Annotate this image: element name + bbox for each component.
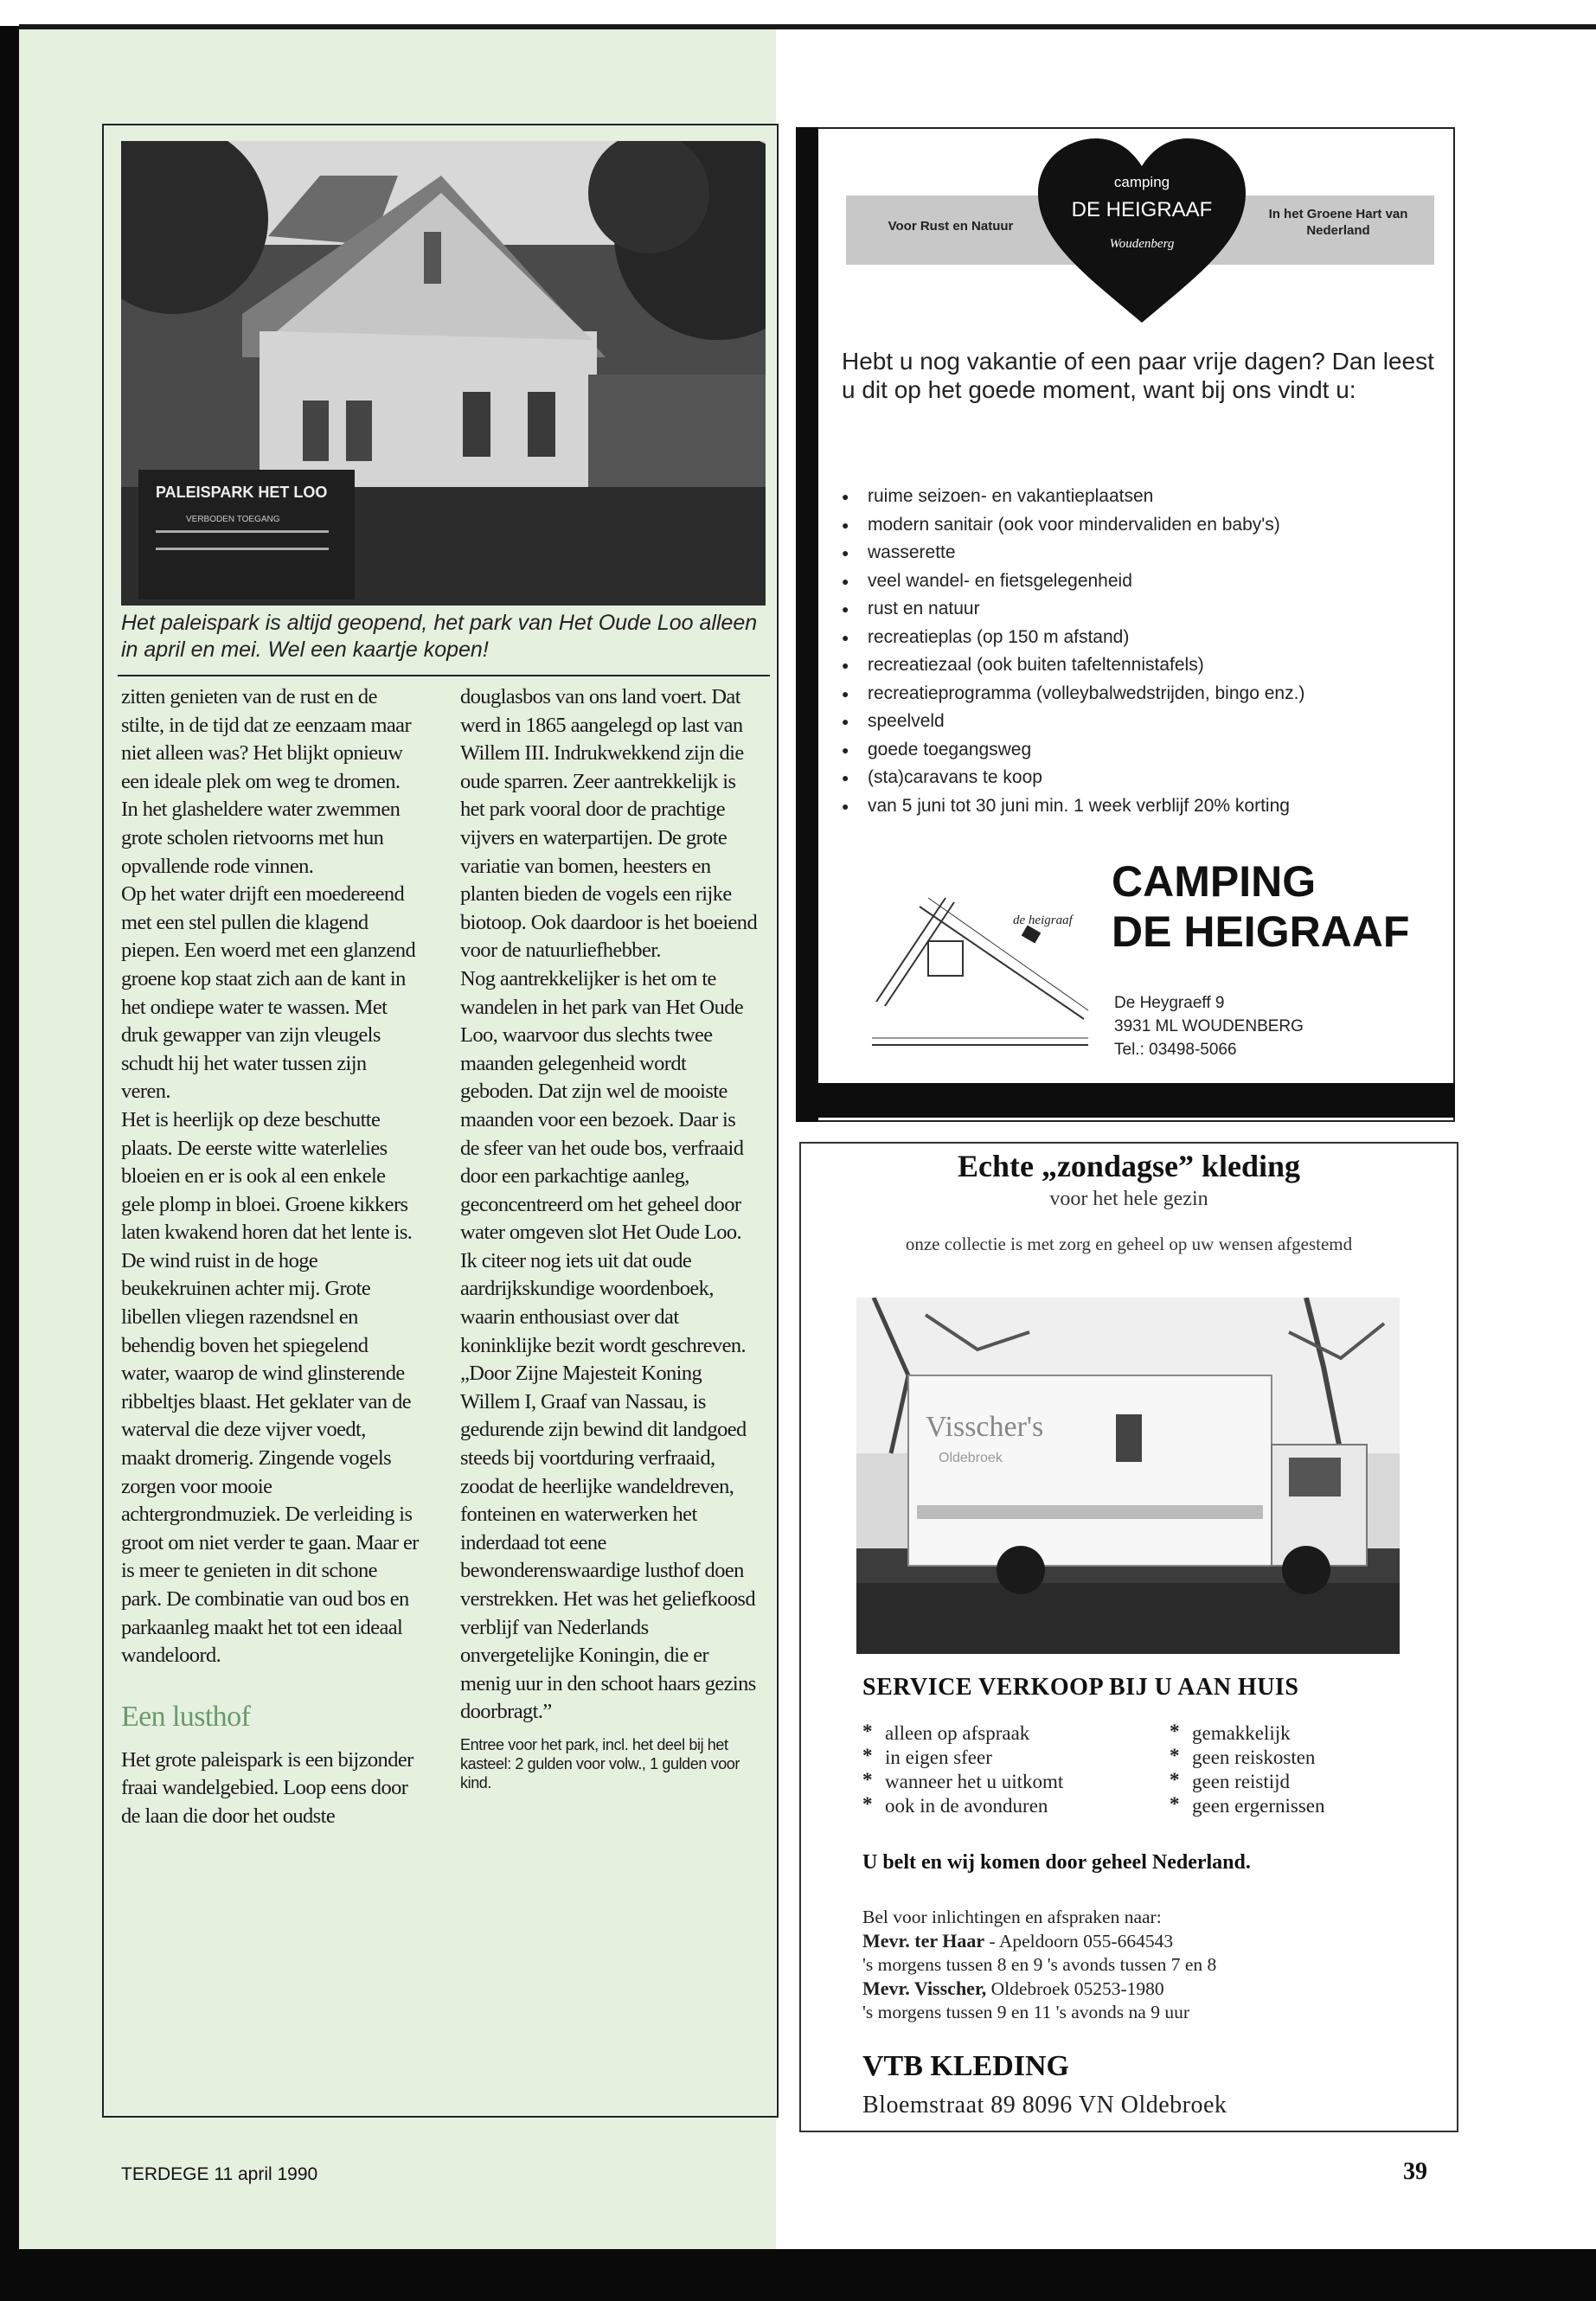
article-column-1 xyxy=(121,683,420,1831)
article-column-2 xyxy=(460,683,759,1792)
contact-2-hours: 's morgens tussen 9 en 11 's avonds na 9 uur xyxy=(862,2002,1189,2022)
map-label: de heigraaf xyxy=(1013,913,1073,927)
sign-text-1: PALEISPARK HET LOO xyxy=(156,484,328,501)
feature-item: ● wasserette xyxy=(842,539,1447,567)
clothing-intro: onze collectie is met zorg en geheel op uw wensen afgestemd xyxy=(905,1234,1353,1254)
article-paragraph: zitten genieten van de rust en de stilte, in de tijd dat ze eenzaam maar niet alleen was? Het blijkt opnieuw een ideale plek om weg te dromen. In het glasheldere water zwemmen grote scholen rietvoorns met hun opvallende rode vinnen. xyxy=(121,685,412,878)
feature-item: ● recreatieplas (op 150 m afstand) xyxy=(842,624,1447,652)
service-item: * in eigen sfeer xyxy=(862,1746,1157,1770)
banner-slogan-left: Voor Rust en Natuur xyxy=(888,219,1014,234)
article-paragraph: douglasbos van ons land voert. Dat werd in 1865 aangelegd op last van Willem III. Indrukwekkend zijn die oude sparren. Zeer aantrekkelijk is het park vooral door de prachtige vijvers en waterpartijen. De grote variatie van bomen, heesters en planten bieden de vogels een rijke biotoop. Ook daardoor is het boeiend voor de natuurliefhebber. xyxy=(460,685,758,963)
article-photo xyxy=(121,141,766,606)
ad-border-bar xyxy=(796,127,818,1122)
contact-2-name: Mevr. Visscher, xyxy=(862,1977,987,1999)
nationwide-note: U belt en wij komen door geheel Nederland. xyxy=(862,1851,1251,1874)
feature-item: ● speelveld xyxy=(842,708,1447,736)
heart-text-place: Woudenberg xyxy=(1109,237,1175,251)
feature-item: ● modern sanitair (ook voor mindervaliden en baby's) xyxy=(842,511,1447,540)
feature-item: ● van 5 juni tot 30 juni min. 1 week verblijf 20% korting xyxy=(842,792,1447,821)
contact-2 xyxy=(862,1977,1451,2001)
service-heading: SERVICE VERKOOP BIJ U AAN HUIS xyxy=(862,1674,1299,1701)
truck-photo xyxy=(856,1298,1400,1654)
service-item: * gemakkelijk xyxy=(1170,1721,1446,1746)
heart-logo xyxy=(1034,137,1250,327)
article-paragraph: Het grote paleispark is een bijzonder fraai wandelgebied. Loop eens door de laan die door het oudste xyxy=(121,1747,413,1828)
article-paragraph: Op het water drijft een moedereend met een stel pullen die klagend piepen. Een woerd met een glanzend groene kop staat zich aan de kant in het ondiepe water te wassen. Met druk gewapper van zijn vleugels schudt hij het water tussen zijn veren. xyxy=(121,882,416,1104)
service-item: * wanneer het u uitkomt xyxy=(862,1770,1157,1794)
camping-address xyxy=(1114,991,1426,1061)
photo-caption: Het paleispark is altijd geopend, het park van Het Oude Loo alleen in april en mei. Wel een kaartje kopen! xyxy=(121,611,758,662)
scan-edge-left xyxy=(0,26,19,2301)
clothing-title: Echte „zondagse” kleding xyxy=(957,1149,1301,1183)
service-item: * geen ergernissen xyxy=(1170,1794,1446,1818)
route-map xyxy=(868,889,1093,1054)
address-city: 3931 ML WOUDENBERG xyxy=(1114,1017,1304,1035)
publication-footer: TERDEGE 11 april 1990 xyxy=(121,2164,318,2184)
service-list-left xyxy=(862,1721,1157,1818)
company-address: Bloemstraat 89 8096 VN Oldebroek xyxy=(862,2092,1227,2118)
feature-item: ● (sta)caravans te koop xyxy=(842,764,1447,792)
scan-edge-bottom xyxy=(0,2249,1596,2301)
feature-item: ● goede toegangsweg xyxy=(842,736,1447,765)
heart-text-name: DE HEIGRAAF xyxy=(1071,198,1213,221)
camping-features xyxy=(842,483,1447,820)
article-paragraph: Nog aantrekkelijker is het om te wandelen in het park van Het Oude Loo, waarvoor dus slechts twee maanden gelegenheid wordt geboden. Dat zijn wel de mooiste maanden voor een bezoek. Daar is de sfeer van het oude bos, verfraaid door een parkachtige aanleg, geconcentreerd om het geheel door water omgeven slot Het Oude Loo. Ik citeer nog iets uit dat oude aardrijkskundige woordenboek, waarin enthousiast over dat koninklijke bezit wordt geschreven. xyxy=(460,966,747,1357)
truck-sublettering: Oldebroek xyxy=(939,1451,1003,1465)
service-item: * ook in de avonduren xyxy=(862,1794,1157,1818)
article-subheading: Een lusthof xyxy=(121,1700,251,1733)
contact-1-name: Mevr. ter Haar xyxy=(862,1930,985,1952)
clothing-subtitle: voor het hele gezin xyxy=(1049,1188,1208,1210)
address-street: De Heygraeff 9 xyxy=(1114,994,1225,1012)
article-quote: „Door Zijne Majesteit Koning Willem I, Graaf van Nassau, is gedurende zijn bewind dit landgoed steeds bij voortduring verfraaid, zoodat de heerlijke wandeldreven, fonteinen en waterwerken het inderdaad tot eene bewonderenswaardige lusthof doen verstrekken. Het was het geliefkoosd verblijf van Nederlands onvergetelijke Koningin, die er menig uur in den schoot haars gezins doorbragt.” xyxy=(460,1362,756,1724)
feature-item: ● rust en natuur xyxy=(842,595,1447,624)
contact-1 xyxy=(862,1929,1451,1953)
camping-intro: Hebt u nog vakantie of een paar vrije dagen? Dan leest u dit op het goede moment, want bij ons vindt u: xyxy=(842,348,1434,403)
heart-text-camping: camping xyxy=(1113,174,1170,190)
service-list-right xyxy=(1170,1721,1446,1818)
sign-text-2: VERBODEN TOEGANG xyxy=(186,515,280,524)
address-phone: Tel.: 03498-5066 xyxy=(1114,1041,1237,1059)
company-name: VTB KLEDING xyxy=(862,2050,1069,2082)
feature-item: ● recreatiezaal (ook buiten tafeltennistafels) xyxy=(842,651,1447,680)
feature-item: ● veel wandel- en fietsgelegenheid xyxy=(842,567,1447,596)
article-paragraph: Het is heerlijk op deze beschutte plaats. De eerste witte waterlelies bloeien en er is ook al een enkele gele plomp in bloei. Groene kikkers laten kwakend horen dat het lente is. De wind ruist in de hoge beukekruinen achter mij. Grote libellen vliegen razendsnel en behendig boven het spiegelend water, waarop de wind glinsterende ribbeltjes blaast. Het geklater van de waterval die deze vijver voedt, maakt dromerig. Zingende vogels zorgen voor mooie achtergrondmuziek. De verleiding is groot om niet verder te gaan. Maar er is meer te genieten in dit schone park. De combinatie van oud bos en parkaanleg maakt het tot een ideaal wandeloord. xyxy=(121,1107,419,1668)
contact-intro: Bel voor inlichtingen en afspraken naar: xyxy=(862,1907,1162,1927)
truck-lettering: Visscher's xyxy=(926,1411,1044,1443)
camping-name-line2: DE HEIGRAAF xyxy=(1112,907,1410,956)
entry-footnote: Entree voor het park, incl. het deel bij het kasteel: 2 gulden voor volw., 1 gulden voor kind. xyxy=(460,1735,740,1791)
contact-1-phone: - Apeldoorn 055-664543 xyxy=(984,1931,1174,1952)
camping-name xyxy=(1112,856,1458,957)
caption-divider xyxy=(118,675,770,676)
feature-item: ● ruime seizoen- en vakantieplaatsen xyxy=(842,483,1447,511)
service-item: * geen reistijd xyxy=(1170,1770,1446,1794)
contact-2-phone: Oldebroek 05253-1980 xyxy=(986,1978,1164,1999)
contact-block xyxy=(862,1906,1451,2024)
service-item: * geen reiskosten xyxy=(1170,1746,1446,1770)
ad-border-bar xyxy=(796,1083,1455,1118)
feature-item: ● recreatieprogramma (volleybalwedstrijden, bingo enz.) xyxy=(842,680,1447,708)
contact-1-hours: 's morgens tussen 8 en 9 's avonds tussen 7 en 8 xyxy=(862,1954,1217,1975)
service-item: * alleen op afspraak xyxy=(862,1721,1157,1746)
camping-name-line1: CAMPING xyxy=(1112,857,1317,906)
banner-slogan-right: In het Groene Hart van Nederland xyxy=(1268,207,1408,238)
page-number: 39 xyxy=(1403,2158,1427,2185)
